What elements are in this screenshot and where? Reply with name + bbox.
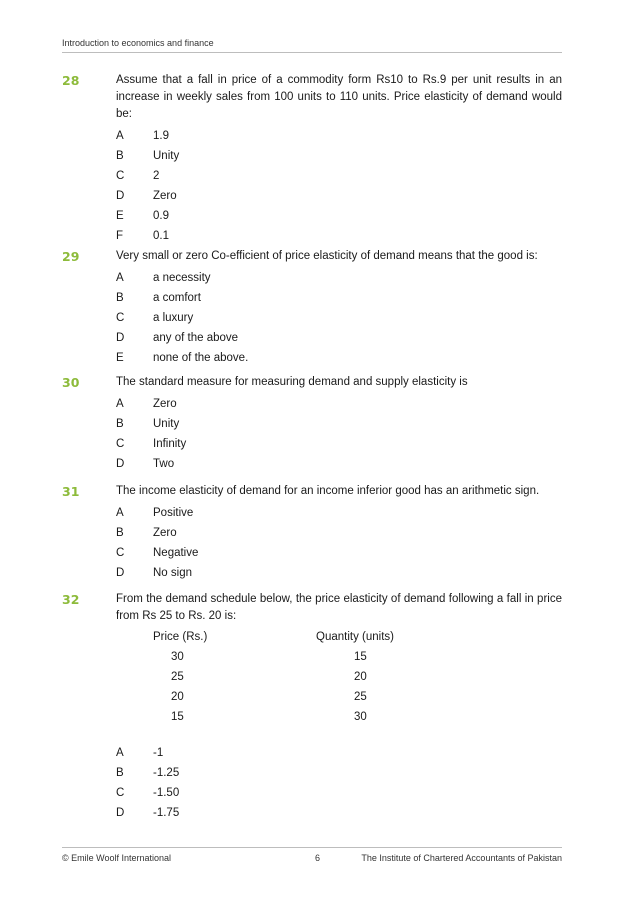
option-b — [116, 414, 562, 434]
question-number: 31 — [62, 484, 80, 499]
option-text: a luxury — [153, 312, 194, 324]
question-number: 32 — [62, 592, 80, 607]
footer-institute: The Institute of Chartered Accountants of Pakistan — [361, 853, 562, 863]
option-c — [116, 543, 562, 563]
option-b — [116, 523, 562, 543]
question-29 — [62, 248, 562, 368]
option-b — [116, 146, 562, 166]
options-list — [116, 503, 562, 583]
footer-copyright: © Emile Woolf International — [62, 853, 172, 863]
option-text: Positive — [153, 507, 194, 519]
table-header-price: Price (Rs.) — [153, 631, 208, 643]
table-cell-quantity: 30 — [354, 711, 367, 723]
option-b — [116, 763, 562, 783]
question-31 — [62, 483, 562, 583]
option-letter: B — [116, 767, 124, 779]
question-number: 30 — [62, 375, 80, 390]
option-letter: A — [116, 272, 124, 284]
option-letter: D — [116, 567, 125, 579]
option-text: Unity — [153, 150, 180, 162]
option-text: none of the above. — [153, 352, 249, 364]
option-b — [116, 288, 562, 308]
option-text: Unity — [153, 418, 180, 430]
option-letter: B — [116, 150, 124, 162]
option-text: Two — [153, 458, 175, 470]
question-28 — [62, 72, 562, 246]
option-text: Negative — [153, 547, 199, 559]
running-header: Introduction to economics and finance — [62, 38, 214, 48]
question-30 — [62, 374, 562, 474]
option-text: Zero — [153, 398, 177, 410]
table-cell-quantity: 15 — [354, 651, 367, 663]
option-e — [116, 348, 562, 368]
header-divider — [62, 52, 562, 53]
option-c — [116, 308, 562, 328]
table-cell-price: 15 — [171, 711, 184, 723]
option-d — [116, 186, 562, 206]
option-text: -1 — [153, 747, 164, 759]
option-letter: D — [116, 190, 125, 202]
option-letter: C — [116, 312, 125, 324]
question-text: The standard measure for measuring demand and supply elasticity is — [116, 376, 468, 388]
question-text: The income elasticity of demand for an income inferior good has an arithmetic sign. — [116, 485, 540, 497]
option-d — [116, 563, 562, 583]
option-c — [116, 166, 562, 186]
question-number: 28 — [62, 73, 80, 88]
option-text: -1.75 — [153, 807, 180, 819]
option-a — [116, 743, 562, 763]
question-number: 29 — [62, 249, 80, 264]
question-text: Assume that a fall in price of a commodity form Rs10 to Rs.9 per unit results in an increase in weekly sales from 100 units to 110 units. Price elasticity of demand would be: — [116, 74, 562, 120]
option-text: 1.9 — [153, 130, 169, 142]
option-a — [116, 268, 562, 288]
options-list — [116, 394, 562, 474]
option-text: Zero — [153, 190, 177, 202]
table-cell-quantity: 20 — [354, 671, 367, 683]
option-letter: B — [116, 527, 124, 539]
question-32 — [62, 591, 562, 823]
option-letter: A — [116, 747, 124, 759]
option-letter: D — [116, 332, 125, 344]
option-letter: A — [116, 507, 124, 519]
option-d — [116, 454, 562, 474]
options-list — [116, 126, 562, 246]
option-letter: B — [116, 418, 124, 430]
option-text: No sign — [153, 567, 192, 579]
option-text: 0.9 — [153, 210, 169, 222]
options-list — [116, 743, 562, 823]
option-text: 0.1 — [153, 230, 169, 242]
table-header-quantity: Quantity (units) — [316, 631, 394, 643]
option-e — [116, 206, 562, 226]
option-letter: C — [116, 438, 125, 450]
option-text: Infinity — [153, 438, 187, 450]
table-cell-price: 30 — [171, 651, 184, 663]
question-text: Very small or zero Co-efficient of price elasticity of demand means that the good is: — [116, 250, 538, 262]
option-c — [116, 783, 562, 803]
option-text: any of the above — [153, 332, 239, 344]
option-text: 2 — [153, 170, 160, 182]
table-cell-price: 25 — [171, 671, 184, 683]
question-text: From the demand schedule below, the price elasticity of demand following a fall in price from Rs 25 to Rs. 20 is: — [116, 593, 562, 622]
option-letter: A — [116, 398, 124, 410]
footer-divider — [62, 847, 562, 848]
option-a — [116, 503, 562, 523]
option-d — [116, 328, 562, 348]
option-text: a comfort — [153, 292, 201, 304]
option-letter: E — [116, 210, 124, 222]
option-letter: F — [116, 230, 124, 242]
option-letter: B — [116, 292, 124, 304]
option-letter: A — [116, 130, 124, 142]
options-list — [116, 268, 562, 368]
option-letter: C — [116, 787, 125, 799]
option-text: -1.50 — [153, 787, 180, 799]
option-text: -1.25 — [153, 767, 180, 779]
option-c — [116, 434, 562, 454]
option-f — [116, 226, 562, 246]
option-a — [116, 126, 562, 146]
table-cell-quantity: 25 — [354, 691, 367, 703]
option-letter: E — [116, 352, 124, 364]
option-letter: D — [116, 807, 125, 819]
option-letter: C — [116, 547, 125, 559]
page-number: 6 — [315, 853, 321, 863]
table-cell-price: 20 — [171, 691, 184, 703]
option-letter: C — [116, 170, 125, 182]
option-d — [116, 803, 562, 823]
option-a — [116, 394, 562, 414]
demand-schedule-table — [116, 627, 562, 723]
option-text: a necessity — [153, 272, 211, 284]
option-text: Zero — [153, 527, 177, 539]
option-letter: D — [116, 458, 125, 470]
